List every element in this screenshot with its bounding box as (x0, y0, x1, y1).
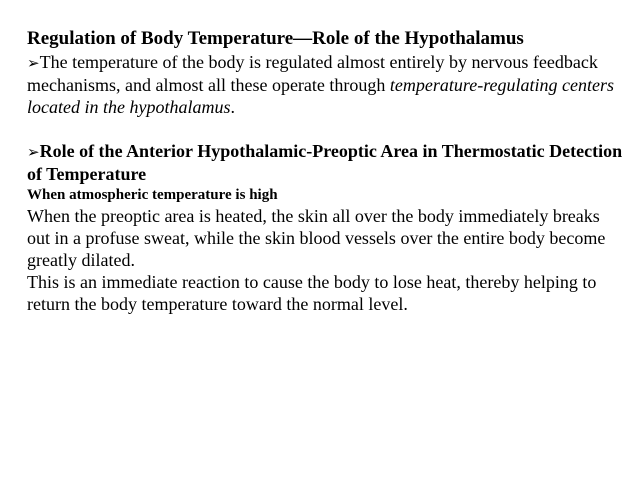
slide-title: Regulation of Body Temperature—Role of the Hypothalamus (27, 28, 524, 49)
bullet-point-1-italic: temperature-regulating centers located in the hypothalamus (27, 75, 615, 117)
arrow-bullet-icon: ➢ (27, 143, 40, 161)
bullet-point-1 (27, 51, 627, 118)
section-paragraph-1: When the preoptic area is heated, the skin all over the body immediately breaks out in a profuse sweat, while the skin blood vessels over the entire body become greatly dilated. (27, 206, 606, 270)
section-heading-text: Role of the Anterior Hypothalamic-Preoptic Area in Thermostatic Detection of Temperature (27, 141, 623, 184)
bullet-point-1-end: . (230, 97, 235, 117)
section-heading (27, 140, 627, 185)
section-subheading: When atmospheric temperature is high (27, 187, 278, 203)
bullet-point-1-text: The temperature of the body is regulated almost entirely by nervous feedback mechanisms, and almost all these operate through (27, 52, 598, 95)
arrow-bullet-icon: ➢ (27, 54, 40, 72)
section-paragraph-2: This is an immediate reaction to cause the body to lose heat, thereby helping to return the body temperature toward the normal level. (27, 272, 597, 314)
spacer (27, 118, 627, 140)
slide-content (27, 27, 627, 315)
